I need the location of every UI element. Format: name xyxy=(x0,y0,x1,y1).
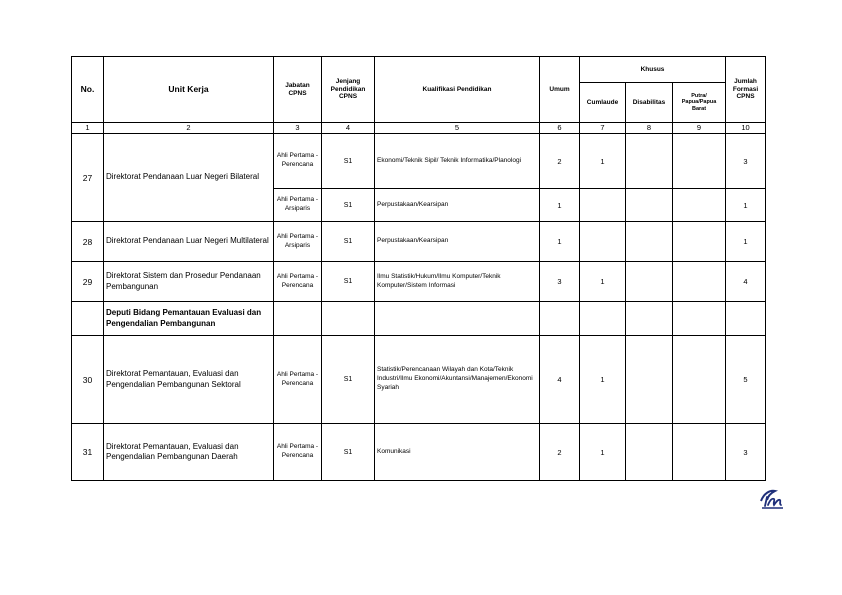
row-number: 29 xyxy=(72,262,104,302)
disabilitas-cell xyxy=(626,262,673,302)
kualifikasi-cell: Perpustakaan/Kearsipan xyxy=(375,189,540,222)
column-number: 3 xyxy=(274,123,322,134)
empty-cell xyxy=(726,302,766,336)
jumlah-cell: 1 xyxy=(726,189,766,222)
disabilitas-cell xyxy=(626,189,673,222)
table-body xyxy=(72,134,766,481)
putra-papua-cell xyxy=(673,222,726,262)
jumlah-cell: 3 xyxy=(726,134,766,189)
cumlaude-cell: 1 xyxy=(580,262,626,302)
column-number-row xyxy=(72,123,766,134)
column-number: 4 xyxy=(322,123,375,134)
unit-kerja-cell: Direktorat Pemantauan, Evaluasi dan Pengendalian Pembangunan Daerah xyxy=(104,424,274,481)
kualifikasi-cell: Ilmu Statistik/Hukum/Ilmu Komputer/Teknik Komputer/Sistem Informasi xyxy=(375,262,540,302)
empty-cell xyxy=(322,302,375,336)
cumlaude-cell xyxy=(580,222,626,262)
umum-cell: 2 xyxy=(540,424,580,481)
jumlah-cell: 4 xyxy=(726,262,766,302)
column-number: 6 xyxy=(540,123,580,134)
column-number: 7 xyxy=(580,123,626,134)
disabilitas-cell xyxy=(626,336,673,424)
jumlah-cell: 3 xyxy=(726,424,766,481)
kualifikasi-cell: Komunikasi xyxy=(375,424,540,481)
putra-papua-cell xyxy=(673,189,726,222)
header-no: No. xyxy=(72,57,104,123)
disabilitas-cell xyxy=(626,424,673,481)
jumlah-cell: 5 xyxy=(726,336,766,424)
jabatan-cell: Ahli Pertama - Arsiparis xyxy=(274,222,322,262)
column-number: 5 xyxy=(375,123,540,134)
cumlaude-cell: 1 xyxy=(580,134,626,189)
column-number: 2 xyxy=(104,123,274,134)
table-row xyxy=(72,424,766,481)
umum-cell: 3 xyxy=(540,262,580,302)
kualifikasi-cell: Statistik/Perencanaan Wilayah dan Kota/Teknik Industri/Ilmu Ekonomi/Akuntansi/Manajemen/Ekonomi Syariah xyxy=(375,336,540,424)
header-putra-papua: Putra/ Papua/Papua Barat xyxy=(673,83,726,123)
cumlaude-cell: 1 xyxy=(580,424,626,481)
table-row xyxy=(72,336,766,424)
jenjang-cell: S1 xyxy=(322,262,375,302)
jabatan-cell: Ahli Pertama - Arsiparis xyxy=(274,189,322,222)
bappenas-logo-icon xyxy=(758,487,786,511)
empty-cell xyxy=(626,302,673,336)
header-cumlaude: Cumlaude xyxy=(580,83,626,123)
kualifikasi-cell: Perpustakaan/Kearsipan xyxy=(375,222,540,262)
disabilitas-cell xyxy=(626,134,673,189)
cumlaude-cell xyxy=(580,189,626,222)
putra-papua-cell xyxy=(673,134,726,189)
unit-kerja-cell: Direktorat Sistem dan Prosedur Pendanaan Pembangunan xyxy=(104,262,274,302)
column-number: 1 xyxy=(72,123,104,134)
empty-cell xyxy=(540,302,580,336)
table-row xyxy=(72,262,766,302)
jumlah-cell: 1 xyxy=(726,222,766,262)
cumlaude-cell: 1 xyxy=(580,336,626,424)
putra-papua-cell xyxy=(673,424,726,481)
header-umum: Umum xyxy=(540,57,580,123)
empty-cell xyxy=(375,302,540,336)
column-number: 9 xyxy=(673,123,726,134)
jabatan-cell: Ahli Pertama - Perencana xyxy=(274,336,322,424)
umum-cell: 1 xyxy=(540,222,580,262)
header-jumlah: Jumlah Formasi CPNS xyxy=(726,57,766,123)
row-number: 30 xyxy=(72,336,104,424)
header-jenjang: Jenjang Pendidikan CPNS xyxy=(322,57,375,123)
row-number: 28 xyxy=(72,222,104,262)
disabilitas-cell xyxy=(626,222,673,262)
column-number: 10 xyxy=(726,123,766,134)
umum-cell: 1 xyxy=(540,189,580,222)
jabatan-cell: Ahli Pertama - Perencana xyxy=(274,134,322,189)
header-disabilitas: Disabilitas xyxy=(626,83,673,123)
header-kualifikasi: Kualifikasi Pendidikan xyxy=(375,57,540,123)
unit-kerja-cell: Direktorat Pendanaan Luar Negeri Multilateral xyxy=(104,222,274,262)
jenjang-cell: S1 xyxy=(322,222,375,262)
umum-cell: 2 xyxy=(540,134,580,189)
formation-table xyxy=(71,56,766,481)
jabatan-cell: Ahli Pertama - Perencana xyxy=(274,424,322,481)
empty-cell xyxy=(580,302,626,336)
umum-cell: 4 xyxy=(540,336,580,424)
jenjang-cell: S1 xyxy=(322,189,375,222)
table-row xyxy=(72,134,766,189)
section-title: Deputi Bidang Pemantauan Evaluasi dan Pengendalian Pembangunan xyxy=(104,302,274,336)
table-row xyxy=(72,222,766,262)
empty-cell xyxy=(673,302,726,336)
unit-kerja-cell: Direktorat Pendanaan Luar Negeri Bilateral xyxy=(104,134,274,222)
header-unit-kerja: Unit Kerja xyxy=(104,57,274,123)
row-number: 27 xyxy=(72,134,104,222)
row-number xyxy=(72,302,104,336)
column-number: 8 xyxy=(626,123,673,134)
jabatan-cell: Ahli Pertama - Perencana xyxy=(274,262,322,302)
empty-cell xyxy=(274,302,322,336)
kualifikasi-cell: Ekonomi/Teknik Sipil/ Teknik Informatika/Planologi xyxy=(375,134,540,189)
putra-papua-cell xyxy=(673,336,726,424)
jenjang-cell: S1 xyxy=(322,134,375,189)
table-header xyxy=(72,57,766,134)
unit-kerja-cell: Direktorat Pemantauan, Evaluasi dan Pengendalian Pembangunan Sektoral xyxy=(104,336,274,424)
jenjang-cell: S1 xyxy=(322,336,375,424)
jenjang-cell: S1 xyxy=(322,424,375,481)
putra-papua-cell xyxy=(673,262,726,302)
row-number: 31 xyxy=(72,424,104,481)
header-khusus: Khusus xyxy=(580,57,726,83)
header-jabatan: Jabatan CPNS xyxy=(274,57,322,123)
section-row xyxy=(72,302,766,336)
